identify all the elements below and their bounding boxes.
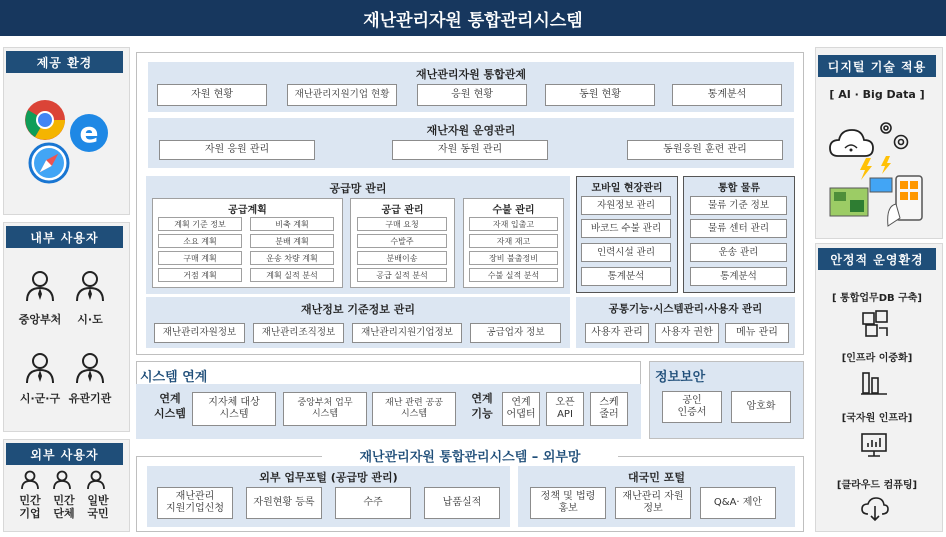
person-icon bbox=[75, 270, 105, 302]
link-func-label: 연계 기능 bbox=[471, 392, 493, 420]
stable-item-label: [인프라 이중화] bbox=[841, 353, 913, 364]
link-system[interactable]: 재난 관련 공공 시스템 bbox=[372, 392, 456, 426]
person-icon bbox=[25, 352, 55, 384]
person-icon bbox=[25, 270, 55, 302]
manage-item[interactable]: 수발주 bbox=[357, 234, 447, 248]
plan-item[interactable]: 소요 계획 bbox=[158, 234, 242, 248]
manage-item[interactable]: 구매 요청 bbox=[357, 217, 447, 231]
demand-item[interactable]: 장비 불출정비 bbox=[469, 251, 558, 265]
plan-item[interactable]: 분배 계획 bbox=[250, 234, 334, 248]
user-agency bbox=[70, 352, 110, 384]
control-item[interactable]: 자원 현황 bbox=[157, 84, 267, 106]
group-person-icon bbox=[18, 470, 118, 490]
mobile-item[interactable]: 바코드 수불 관리 bbox=[581, 219, 671, 238]
common-item[interactable]: 사용자 관리 bbox=[585, 323, 649, 343]
stable-item-label: [클라우드 컴퓨팅] bbox=[836, 480, 918, 491]
external-user-label: 민간 기업 bbox=[19, 494, 41, 520]
logistics-item[interactable]: 물류 센터 관리 bbox=[690, 219, 787, 238]
internal-user-label: 중앙부처 bbox=[18, 313, 62, 326]
stable-item-label: [국자원 인프라] bbox=[841, 413, 913, 424]
user-province bbox=[70, 270, 110, 302]
stable-item-label: [ 통합업무DB 구축] bbox=[832, 293, 922, 304]
link-func[interactable]: 오픈 API bbox=[546, 392, 584, 426]
link-sys-label: 연계 시스템 bbox=[154, 392, 186, 420]
external-title: 재난관리자원 통합관리시스템 – 외부망 bbox=[322, 446, 618, 466]
portal-item[interactable]: 수주 bbox=[335, 487, 411, 519]
master-item[interactable]: 재난관리조직정보 bbox=[253, 323, 344, 343]
control-item[interactable]: 재난관리지원기업 현황 bbox=[287, 84, 397, 106]
demand-item[interactable]: 수불 실적 분석 bbox=[469, 268, 558, 282]
cloud-download-icon bbox=[860, 496, 890, 526]
ops-item[interactable]: 자원 응원 관리 bbox=[159, 140, 315, 160]
public-item[interactable]: 정책 및 법령 홍보 bbox=[530, 487, 606, 519]
external-user-icons bbox=[18, 470, 118, 490]
link-func[interactable]: 스케 줄러 bbox=[590, 392, 628, 426]
manage-item[interactable]: 공급 실적 분석 bbox=[357, 268, 447, 282]
person-icon bbox=[75, 352, 105, 384]
ops-item[interactable]: 동원응원 훈련 관리 bbox=[627, 140, 783, 160]
control-item[interactable]: 동원 현황 bbox=[545, 84, 655, 106]
common-title: 공통기능·시스템관리·사용자 관리 bbox=[608, 303, 763, 315]
common-item[interactable]: 메뉴 관리 bbox=[725, 323, 789, 343]
logistics-title: 통합 물류 bbox=[717, 183, 761, 194]
ai-label: [ AI · Big Data ] bbox=[829, 88, 925, 101]
safari-icon bbox=[28, 142, 70, 184]
portal-title: 외부 업무포털 (공급망 관리) bbox=[259, 471, 398, 484]
internal-user-label: 시·도 bbox=[77, 313, 103, 326]
master-item[interactable]: 공급업자 정보 bbox=[470, 323, 561, 343]
mobile-title: 모바일 현장관리 bbox=[591, 183, 663, 194]
plan-item[interactable]: 운송 차량 계획 bbox=[250, 251, 334, 265]
database-icon bbox=[860, 308, 890, 342]
digital-illustration bbox=[826, 118, 931, 238]
master-item[interactable]: 재난관리자원정보 bbox=[154, 323, 245, 343]
ops-title: 재난자원 운영관리 bbox=[426, 124, 516, 137]
internal-user-label: 유관기관 bbox=[68, 392, 112, 405]
svg-text:e: e bbox=[79, 116, 99, 149]
browser-icons bbox=[20, 90, 115, 185]
public-item[interactable]: 재난관리 자원 정보 bbox=[615, 487, 691, 519]
mobile-item[interactable]: 통계분석 bbox=[581, 267, 671, 286]
manage-item[interactable]: 분배이송 bbox=[357, 251, 447, 265]
mobile-item[interactable]: 인력시설 관리 bbox=[581, 243, 671, 262]
portal-item[interactable]: 재난관리 지원기업신청 bbox=[157, 487, 233, 519]
control-title: 재난관리자원 통합관제 bbox=[415, 68, 527, 81]
plan-item[interactable]: 계획 실적 분석 bbox=[250, 268, 334, 282]
external-user-label: 일반 국민 bbox=[87, 494, 109, 520]
env-header: 제공 환경 bbox=[6, 51, 123, 73]
edge-icon bbox=[68, 112, 110, 154]
portal-item[interactable]: 납품실적 bbox=[424, 487, 500, 519]
public-item[interactable]: Q&A· 제안 bbox=[700, 487, 776, 519]
link-system[interactable]: 지자체 대상 시스템 bbox=[192, 392, 276, 426]
plan-item[interactable]: 구매 계획 bbox=[158, 251, 242, 265]
logistics-item[interactable]: 통계분석 bbox=[690, 267, 787, 286]
control-item[interactable]: 통계분석 bbox=[672, 84, 782, 106]
external-user-label: 민간 단체 bbox=[53, 494, 75, 520]
security-item[interactable]: 공인 인증서 bbox=[662, 391, 722, 423]
control-item[interactable]: 응원 현황 bbox=[417, 84, 527, 106]
monitor-chart-icon bbox=[860, 432, 888, 462]
security-title: 정보보안 bbox=[655, 370, 706, 385]
plan-title: 공급계획 bbox=[228, 205, 267, 216]
plan-item[interactable]: 비축 계획 bbox=[250, 217, 334, 231]
logistics-item[interactable]: 운송 관리 bbox=[690, 243, 787, 262]
internal-header: 내부 사용자 bbox=[6, 226, 123, 248]
demand-item[interactable]: 자재 재고 bbox=[469, 234, 558, 248]
portal-item[interactable]: 자원현황 등록 bbox=[246, 487, 322, 519]
link-system[interactable]: 중앙부처 업무 시스템 bbox=[283, 392, 367, 426]
digital-header: 디지털 기술 적용 bbox=[818, 55, 936, 77]
supply-title: 공급망 관리 bbox=[329, 182, 387, 195]
demand-item[interactable]: 자재 입출고 bbox=[469, 217, 558, 231]
master-title: 재난정보 기준정보 관리 bbox=[301, 303, 415, 316]
manage-title: 공급 관리 bbox=[381, 205, 424, 216]
ops-item[interactable]: 자원 동원 관리 bbox=[392, 140, 548, 160]
link-func[interactable]: 연계 어댑터 bbox=[502, 392, 540, 426]
public-title: 대국민 포털 bbox=[628, 471, 685, 484]
page-title: 재난관리자원 통합관리시스템 bbox=[0, 0, 946, 36]
external-header: 외부 사용자 bbox=[6, 443, 123, 465]
plan-item[interactable]: 계획 기준 정보 bbox=[158, 217, 242, 231]
link-title: 시스템 연계 bbox=[140, 370, 208, 385]
logistics-item[interactable]: 물류 기준 정보 bbox=[690, 196, 787, 215]
user-city bbox=[20, 352, 60, 384]
plan-item[interactable]: 거점 계획 bbox=[158, 268, 242, 282]
security-item[interactable]: 암호화 bbox=[731, 391, 791, 423]
mobile-item[interactable]: 자원정보 관리 bbox=[581, 196, 671, 215]
cloud-gear-icon bbox=[826, 118, 931, 238]
user-central bbox=[20, 270, 60, 302]
common-item[interactable]: 사용자 권한 bbox=[655, 323, 719, 343]
master-item[interactable]: 재난관리지원기업정보 bbox=[352, 323, 462, 343]
internal-user-label: 시·군·구 bbox=[19, 392, 61, 405]
stable-header: 안정적 운영환경 bbox=[818, 248, 936, 270]
demand-title: 수불 관리 bbox=[492, 205, 535, 216]
server-icon bbox=[860, 370, 888, 400]
